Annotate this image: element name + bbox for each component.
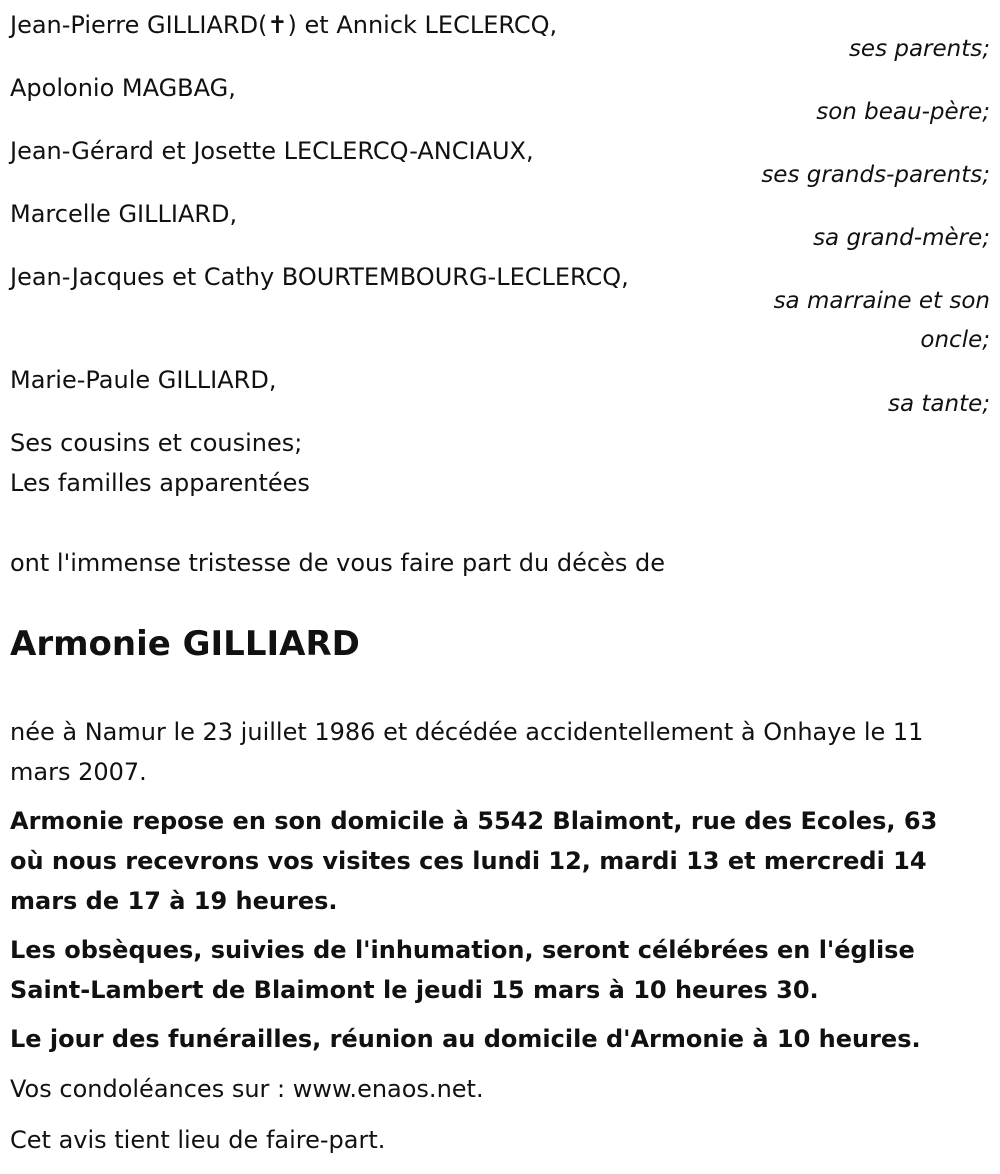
birth-death-text: née à Namur le 23 juillet 1986 et décédée accidentellement à Onhaye le 11 mars 2007. <box>10 718 924 786</box>
family-role-stepfather: son beau-père; <box>816 99 990 125</box>
announcement-text: ont l'immense tristesse de vous faire part du décès de <box>10 549 665 577</box>
family-role-parents: ses parents; <box>848 36 990 62</box>
family-role-godmother-uncle: sa marraine et son oncle; <box>773 288 990 353</box>
visitation-text: Armonie repose en son domicile à 5542 Blaimont, rue des Ecoles, 63 où nous recevrons vos visites ces lundi 12, mardi 13 et mercredi 14 mars de 17 à 19 heures. <box>10 807 938 915</box>
condolences-text: Vos condoléances sur : www.enaos.net. <box>10 1075 484 1103</box>
family-role-grandmother: sa grand-mère; <box>813 225 990 251</box>
family-name-grandmother: Marcelle GILLIARD, <box>10 200 238 228</box>
family-name-grandparents: Jean-Gérard et Josette LECLERCQ-ANCIAUX, <box>10 137 534 165</box>
meeting-text: Le jour des funérailles, réunion au domicile d'Armonie à 10 heures. <box>10 1025 921 1053</box>
family-name-stepfather: Apolonio MAGBAG, <box>10 74 236 102</box>
family-role-aunt: sa tante; <box>888 391 990 417</box>
deceased-name: Armonie GILLIARD <box>10 624 360 664</box>
family-name-godmother-uncle: Jean-Jacques et Cathy BOURTEMBOURG-LECLERCQ, <box>10 263 629 291</box>
cousins-line: Ses cousins et cousines; <box>10 429 303 457</box>
notice-text: Cet avis tient lieu de faire-part. <box>10 1126 386 1154</box>
funeral-text: Les obsèques, suivies de l'inhumation, seront célébrées en l'église Saint-Lambert de Blaimont le jeudi 15 mars à 10 heures 30. <box>10 936 915 1004</box>
family-role-grandparents: ses grands-parents; <box>761 162 990 188</box>
family-name-aunt: Marie-Paule GILLIARD, <box>10 366 277 394</box>
family-name-parents: Jean-Pierre GILLIARD(✝) et Annick LECLERCQ, <box>10 11 558 39</box>
families-line: Les familles apparentées <box>10 469 310 497</box>
